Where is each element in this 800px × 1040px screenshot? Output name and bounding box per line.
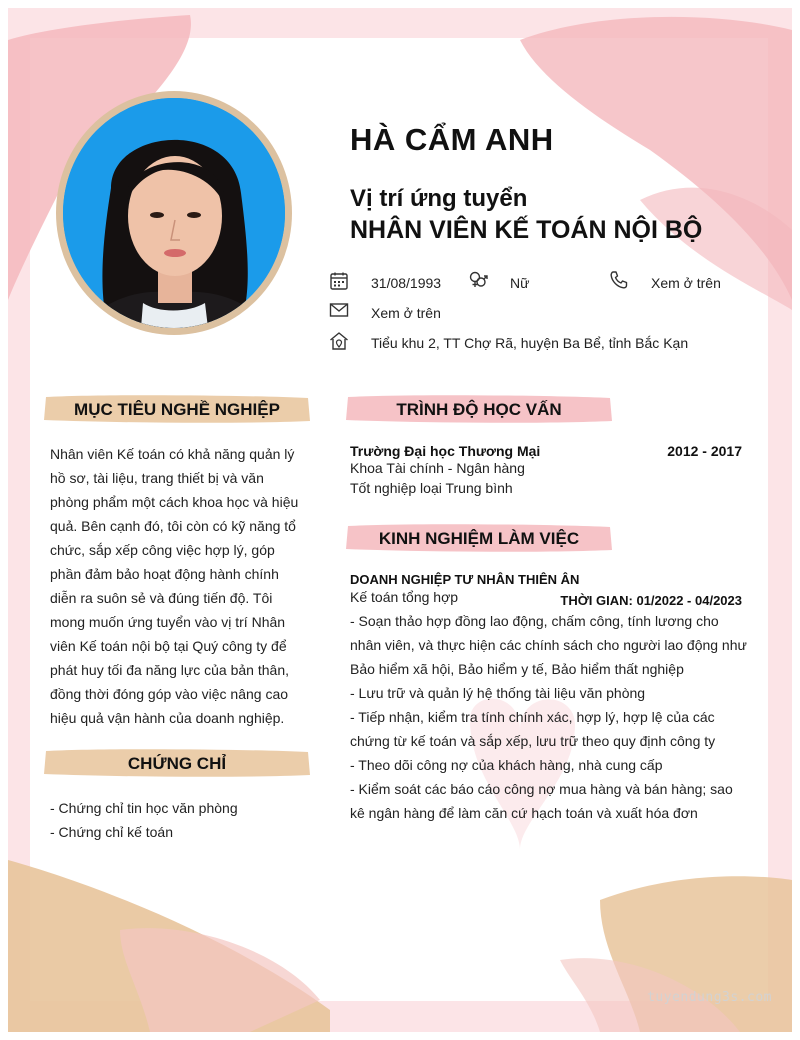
position-title: NHÂN VIÊN KẾ TOÁN NỘI BỘ xyxy=(350,216,703,244)
education-faculty: Khoa Tài chính - Ngân hàng xyxy=(350,460,525,476)
home-location-icon xyxy=(329,331,349,351)
education-heading: TRÌNH ĐỘ HỌC VẤN xyxy=(396,400,562,419)
gender-icon xyxy=(468,270,488,290)
duty-item: - Theo dõi công nợ của khách hàng, nhà cung cấp xyxy=(350,757,663,773)
certificate-item: - Chứng chỉ kế toán xyxy=(50,824,173,840)
objective-heading: MỤC TIÊU NGHỀ NGHIỆP xyxy=(74,400,280,419)
duty-item: - Kiểm soát các báo cáo công nợ mua hàng và bán hàng; sao kê ngân hàng để làm căn cứ hạch toán và xuất hóa đơn xyxy=(350,781,733,821)
experience-role: Kế toán tổng hợp xyxy=(350,589,459,605)
address-value: Tiểu khu 2, TT Chợ Rã, huyện Ba Bể, tỉnh Bắc Kạn xyxy=(371,335,689,351)
objective-text: Nhân viên Kế toán có khả năng quản lý hồ sơ, tài liệu, trang thiết bị và văn phòng phẩm một cách khoa học và hiệu quả. Bên cạnh đó, tôi còn có kỹ năng tổ chức, sắp xếp công việc hợp lý, góp phần đảm bảo hoạt động hành chính diễn ra suôn sẻ và đúng tiến độ. Tôi mong muốn ứng tuyển vào vị trí Nhân viên Kế toán nội bộ tại Quý công ty để phát huy tối đa năng lực của bản thân, đồng thời đóng góp vào việc nâng cao hiệu quả vận hành của doanh nghiệp. xyxy=(50,446,299,726)
candidate-name: HÀ CẨM ANH xyxy=(350,122,554,157)
phone-icon xyxy=(609,270,629,290)
certificates-heading: CHỨNG CHỈ xyxy=(127,754,227,773)
position-label: Vị trí ứng tuyển xyxy=(350,185,528,212)
experience-time: THỜI GIAN: 01/2022 - 04/2023 xyxy=(560,593,742,608)
education-school: Trường Đại học Thương Mại xyxy=(350,443,541,459)
calendar-icon xyxy=(329,271,349,291)
envelope-icon xyxy=(329,300,349,320)
portrait-illustration xyxy=(63,98,285,328)
profile-photo xyxy=(63,98,285,328)
education-grade: Tốt nghiệp loại Trung bình xyxy=(350,480,513,496)
duty-item: - Soạn thảo hợp đồng lao động, chấm công, tính lương cho nhân viên, và thực hiện các chính sách cho người lao động như Bảo hiểm xã hội, Bảo hiểm y tế, Bảo hiểm thất nghiệp xyxy=(350,613,747,677)
phone-value: Xem ở trên xyxy=(651,275,721,291)
experience-duties xyxy=(350,609,750,825)
duty-item: - Lưu trữ và quản lý hệ thống tài liệu văn phòng xyxy=(350,685,646,701)
gender-value: Nữ xyxy=(510,275,530,291)
certificate-item: - Chứng chỉ tin học văn phòng xyxy=(50,800,238,816)
education-years: 2012 - 2017 xyxy=(667,443,742,459)
watermark: tuyendung3s.com xyxy=(647,990,772,1005)
email-value: Xem ở trên xyxy=(371,305,441,321)
duty-item: - Tiếp nhận, kiểm tra tính chính xác, hợp lý, hợp lệ của các chứng từ kế toán và sắp xếp, lưu trữ theo quy định công ty xyxy=(350,709,716,749)
birthday-value: 31/08/1993 xyxy=(371,275,442,291)
experience-heading: KINH NGHIỆM LÀM VIỆC xyxy=(378,529,580,548)
experience-company: DOANH NGHIỆP TƯ NHÂN THIÊN ÂN xyxy=(350,572,580,587)
